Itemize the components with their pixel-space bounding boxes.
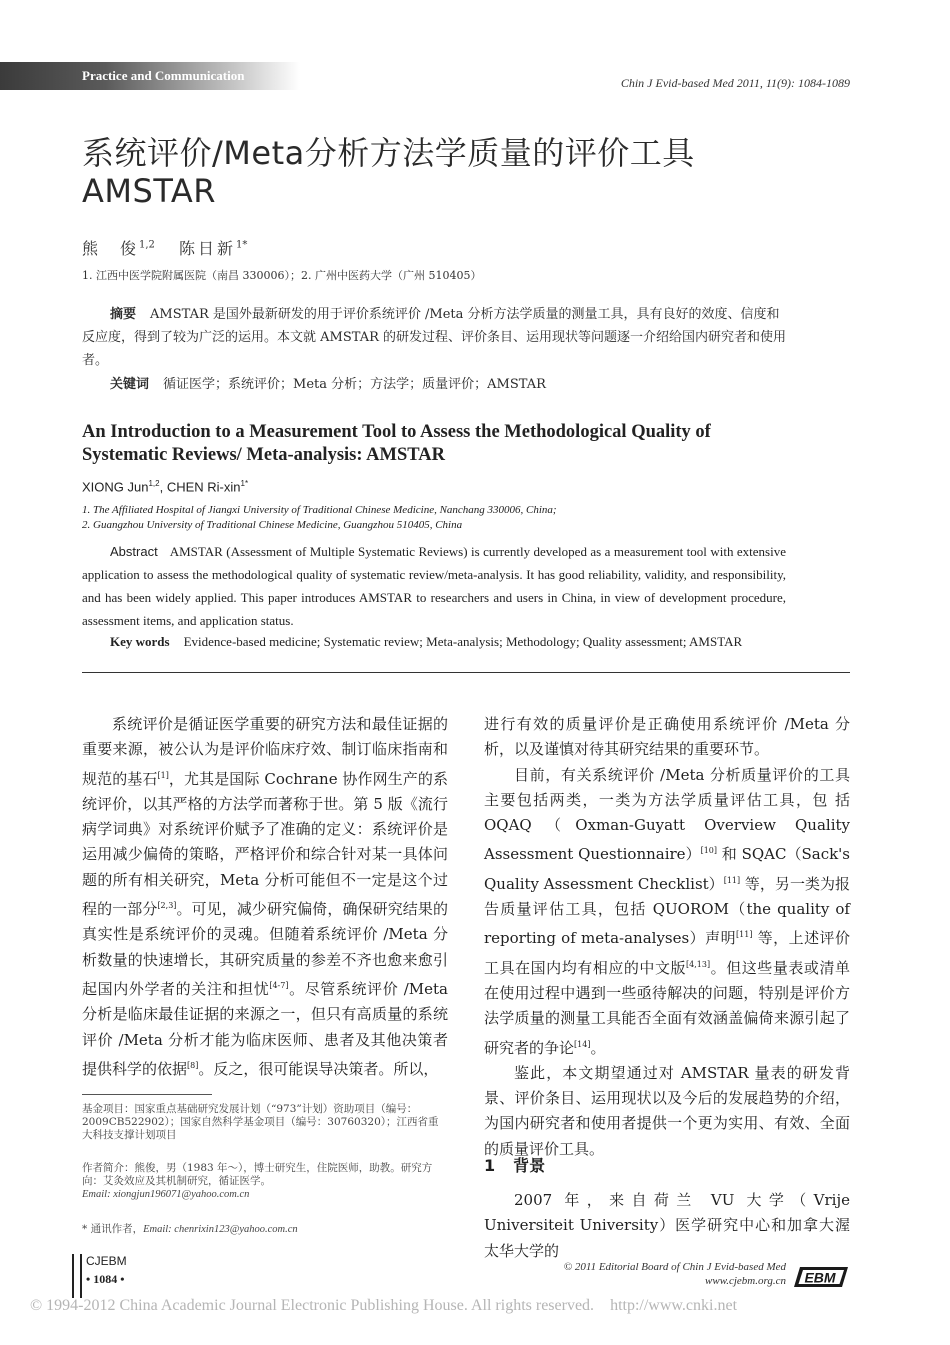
article-title-en xyxy=(82,421,822,467)
corresponding-label: * 通讯作者， xyxy=(82,1223,144,1235)
copyright-line: © 2011 Editorial Board of Chin J Evid-based Med xyxy=(563,1261,786,1273)
abstract-cn xyxy=(82,303,786,372)
article-title-cn-line2: AMSTAR xyxy=(82,172,216,210)
body-column-right-continued xyxy=(484,1188,850,1264)
body-text: 。反之，很可能误导决策者。所以， xyxy=(198,1059,439,1078)
citation-ref: [1] xyxy=(157,770,169,780)
footnote-divider xyxy=(82,1094,212,1095)
footnote-author-bio xyxy=(82,1162,448,1201)
citation-ref: [4-7] xyxy=(269,980,289,990)
keywords-en-text: Evidence-based medicine; Systematic review; Meta-analysis; Methodology; Quality assessment; AMSTAR xyxy=(183,634,743,649)
body-paragraph xyxy=(484,763,850,1061)
author-cn-1: 熊 俊 xyxy=(82,239,140,258)
body-text: 。但这些量表或清单在使用过程中遇到一些亟待解决的问题，特别是评价方法学质量的测量工具能否全面有效涵盖偏倚来源引起了研究者的争论 xyxy=(484,958,850,1057)
journal-citation: Chin J Evid-based Med 2011, 11(9): 1084-1089 xyxy=(620,76,850,90)
copyright-notice xyxy=(564,1260,786,1288)
body-text: 等，另一类为报告质量评估工具，包括 QUOROM（the quality of reporting of meta-analyses）声明 xyxy=(484,874,850,948)
section-heading xyxy=(484,1153,545,1176)
citation-ref: [14] xyxy=(574,1039,591,1049)
body-text: 系统评价是循证医学重要的研究方法和最佳证据的重要来源，被公认为是评价临床疗效、制订临床指南和规范的基石 xyxy=(82,715,448,788)
page-number: • 1084 • xyxy=(86,1272,125,1286)
keywords-cn-label: 关键词 xyxy=(110,377,150,392)
author-cn-2: 陈日新 xyxy=(179,239,237,258)
authors-cn xyxy=(82,236,247,259)
citation-ref: [2,3] xyxy=(157,901,177,911)
article-title-cn xyxy=(82,134,862,210)
abstract-divider xyxy=(82,672,850,673)
author-email: Email: xiongjun196071@yahoo.com.cn xyxy=(82,1189,250,1200)
body-paragraph: 进行有效的质量评价是正确使用系统评价 /Meta 分析，以及谨慎对待其研究结果的重要环节。 xyxy=(484,715,850,759)
article-title-en-line1: An Introduction to a Measurement Tool to Assess the Methodological Quality of xyxy=(82,422,711,442)
watermark xyxy=(30,1297,737,1315)
affiliation-en-1: 1. The Affiliated Hospital of Jiangxi University of Traditional Chinese Medicine, Nanchang 330006, China; xyxy=(82,504,557,516)
article-title-en-line2: Systematic Reviews/ Meta-analysis: AMSTAR xyxy=(82,445,445,465)
body-paragraph: 2007 年，来自荷兰 VU 大学（Vrije Universiteit University）医学研究中心和加拿大渥太华大学的 xyxy=(484,1191,850,1260)
keywords-cn xyxy=(82,375,786,395)
affiliation-en xyxy=(82,503,557,533)
keywords-en-label: Key words xyxy=(110,634,170,649)
body-text: 。 xyxy=(590,1038,606,1057)
body-column-right xyxy=(484,712,850,1162)
citation-ref: [11] xyxy=(736,930,753,940)
body-text: 等，上述评价工具在国内均有相应的中文版 xyxy=(484,929,850,977)
ebm-logo-text: EBM xyxy=(804,1269,836,1286)
body-column-left xyxy=(82,712,448,1082)
body-paragraph xyxy=(82,712,448,1082)
article-title-cn-line1: 系统评价/Meta分析方法学质量的评价工具 xyxy=(82,134,695,172)
body-text: 。可见，减少研究偏倚，确保研究结果的真实性是系统评价的灵魂。但随着系统评价 /Meta 分析数量的快速增长，其研究质量的参差不齐也愈来愈引起国内外学者的关注和担忧 xyxy=(82,900,448,998)
citation-ref: [10] xyxy=(700,846,718,856)
citation-ref: [8] xyxy=(187,1060,199,1070)
author-en-2: CHEN Ri-xin xyxy=(166,479,241,495)
keywords-en xyxy=(82,634,742,650)
abstract-en-text: AMSTAR (Assessment of Multiple Systematic Reviews) is currently developed as a measurement tool with extensive application to assess the methodological quality of systematic review/meta-analysis. It has good reliability, validity, and responsibility, and has been widely applied. This paper introduces AMSTAR to researchers and users in China, in view of development procedure, assessment items, and application status. xyxy=(82,544,786,628)
page-marker-bars xyxy=(72,1254,82,1298)
author-cn-1-affil: 1,2 xyxy=(139,239,155,251)
body-text: 目前，有关系统评价 /Meta 分析质量评价的工具主要包括两类，一类为方法学质量评估工具，包 括 OQAQ（Oxman-Guyatt Overview Quality Assessment Questionnaire） xyxy=(484,765,850,864)
corresponding-email: Email: chenrixin123@yahoo.com.cn xyxy=(143,1224,298,1235)
author-en-1: XIONG Jun xyxy=(82,479,149,495)
affiliation-cn: 1. 江西中医学院附属医院（南昌 330006）；2. 广州中医药大学（广州 510405） xyxy=(82,269,482,282)
abstract-en-label: Abstract xyxy=(110,544,158,559)
author-bio-text: 作者简介：熊俊，男（1983 年～），博士研究生，住院医师，助教。研究方向：艾灸效应及其机制研究，循证医学。 xyxy=(82,1162,433,1187)
authors-en: XIONG Jun$^{1,2}$, CHEN Ri-xin$^{1*}$ xyxy=(82,479,249,495)
abstract-en xyxy=(82,540,786,632)
abstract-cn-label: 摘要 xyxy=(110,307,137,322)
body-text: ，尤其是国际 Cochrane 协作网生产的系统评价，以其严格的方法学而著称于世。第 5 版《流行病学词典》对系统评价赋予了准确的定义：系统评价是运用减少偏倚的策略，严格评价和综合针对某一具体问题的所有相关研究，Meta 分析可能但不一定是这个过程的一部分 xyxy=(82,769,448,919)
footnote-funding: 基金项目：国家重点基础研究发展计划（“973”计划）资助项目（编号：2009CB522902）；国家自然科学基金项目（编号：30760320）；江西省重大科技支撑计划项目 xyxy=(82,1103,439,1141)
author-en-2-affil: 1* xyxy=(240,479,249,488)
citation-ref: [11] xyxy=(723,875,741,885)
section-number: 1 xyxy=(484,1156,496,1175)
body-paragraph: 鉴此，本文期望通过对 AMSTAR 量表的研发背景、评价条目、运用现状以及今后的发展趋势的介绍，为国内研究者和使用者提供一个更为实用、有效、全面的质量评价工具。 xyxy=(484,1063,850,1158)
body-text: 。尽管系统评价 /Meta 分析是临床最佳证据的来源之一，但只有高质量的系统评价 /Meta 分析才能为临床医师、患者及其他决策者提供科学的依据 xyxy=(82,979,448,1078)
author-en-1-affil: 1,2 xyxy=(148,479,160,488)
watermark-url: http://www.cnki.net xyxy=(610,1297,738,1314)
journal-url: www.cjebm.org.cn xyxy=(705,1275,786,1287)
author-cn-2-affil: 1* xyxy=(236,239,248,251)
footnote-corresponding xyxy=(82,1223,448,1236)
citation-ref: [4,13] xyxy=(686,959,711,969)
ebm-logo-icon xyxy=(794,1265,848,1289)
section-label: Practice and Communication xyxy=(82,68,245,83)
journal-abbr: CJEBM xyxy=(86,1254,127,1268)
abstract-cn-text: AMSTAR 是国外最新研发的用于评价系统评价 /Meta 分析方法学质量的测量工具，具有良好的效度、信度和反应度，得到了较为广泛的运用。本文就 AMSTAR 的研发过程、评价条目、运用现状等问题逐一介绍给国内研究者和使用者。 xyxy=(82,307,787,368)
section-title: 背景 xyxy=(513,1156,546,1175)
affiliation-en-2: 2. Guangzhou University of Traditional Chinese Medicine, Guangzhou 510405, China xyxy=(82,519,463,531)
watermark-text: © 1994-2012 China Academic Journal Electronic Publishing House. All rights reserved. xyxy=(30,1297,595,1314)
keywords-cn-text: 循证医学；系统评价；Meta 分析；方法学；质量评价；AMSTAR xyxy=(163,377,546,392)
body-text: 和 SQAC（Sack's Quality Assessment Checklist） xyxy=(484,845,851,893)
